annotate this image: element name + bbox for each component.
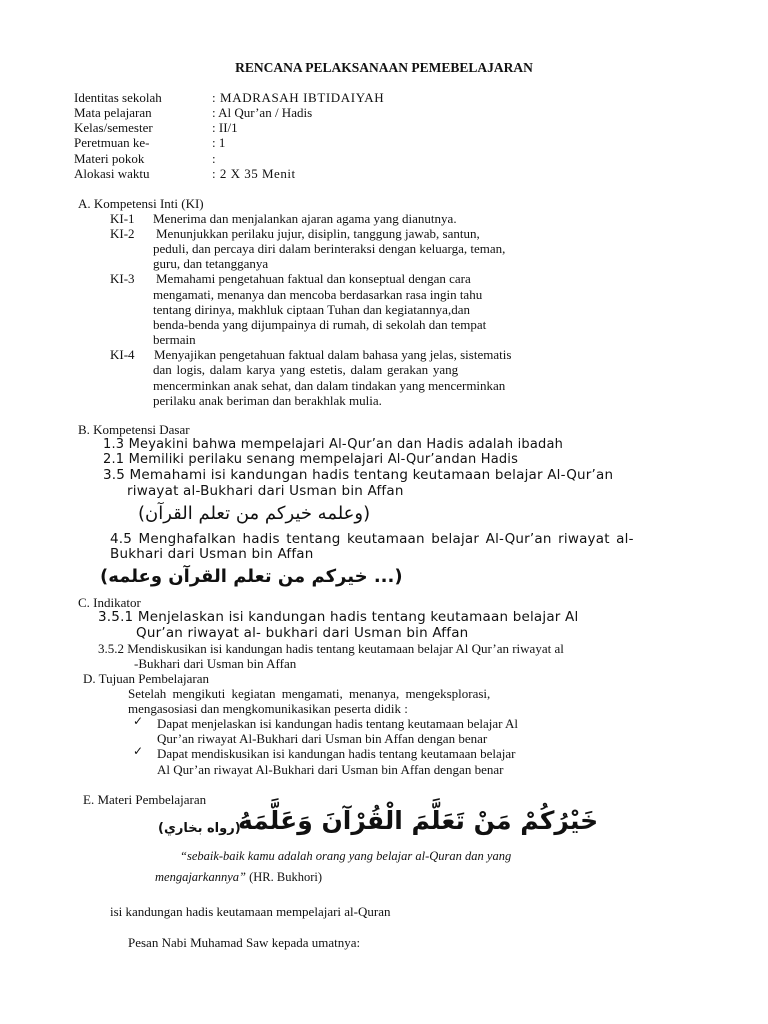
- ki3-line: benda-benda yang dijumpainya di rumah, di sekolah dan tempat: [153, 317, 487, 332]
- ki2-code: KI-2: [110, 226, 135, 241]
- objective-intro-line1: Setelah mengikuti kegiatan mengamati, menanya, mengeksplorasi,: [128, 686, 491, 701]
- kd-3-5-line1: 3.5 Memahami isi kandungan hadis tentang keutamaan belajar Al-Qur’an: [103, 467, 614, 483]
- section-b-heading: B. Kompetensi Dasar: [78, 422, 190, 437]
- ki4-line: mencerminkan anak sehat, dan dalam tindakan yang mencerminkan: [153, 378, 506, 393]
- prophet-message-line: Pesan Nabi Muhamad Saw kepada umatnya:: [128, 935, 361, 950]
- indicator-2-line1: 3.5.2 Mendiskusikan isi kandungan hadis tentang keutamaan belajar Al Qur’an riwayat al: [98, 641, 564, 656]
- ki3-line: bermain: [153, 332, 196, 347]
- ki2-line: peduli, dan percaya diri dalam berinteraksi dengan keluarga, teman,: [153, 241, 506, 256]
- indicator-1-line1: 3.5.1 Menjelaskan isi kandungan hadis tentang keutamaan belajar Al: [98, 609, 579, 625]
- section-c-heading: C. Indikator: [78, 595, 141, 610]
- section-e-heading: E. Materi Pembelajaran: [83, 792, 207, 807]
- ki1-code: KI-1: [110, 211, 135, 226]
- objective-2-line1: Dapat mendiskusikan isi kandungan hadis tentang keutamaan belajar: [157, 746, 516, 761]
- arabic-quote-2: (... خيركم من تعلم القرآن وعلمه): [100, 566, 403, 587]
- identity-value-meeting: : 1: [212, 135, 226, 150]
- translation-reference: (HR. Bukhori): [245, 870, 323, 884]
- identity-label-school: Identitas sekolah: [74, 90, 162, 105]
- hadith-translation-line1: “sebaik-baik kamu adalah orang yang belajar al-Quran dan yang: [180, 849, 512, 863]
- objective-1-line2: Qur’an riwayat Al-Bukhari dari Usman bin Affan dengan benar: [157, 731, 488, 746]
- ki3-code: KI-3: [110, 271, 135, 286]
- kd-1-3: 1.3 Meyakini bahwa mempelajari Al-Qur’an dan Hadis adalah ibadah: [103, 437, 564, 452]
- hadith-source: (رواه بخاري): [158, 821, 241, 836]
- indicator-1-line2: Qur’an riwayat al- bukhari dari Usman bin Affan: [136, 625, 469, 641]
- ki3-line: mengamati, menanya dan mencoba berdasarkan rasa ingin tahu: [153, 287, 483, 302]
- identity-value-time: : 2 X 35 Menit: [212, 166, 296, 181]
- ki3-line: tentang dirinya, makhluk ciptaan Tuhan dan kegiatannya,dan: [153, 302, 470, 317]
- kd-2-1: 2.1 Memiliki perilaku senang mempelajari Al-Qur’andan Hadis: [103, 452, 519, 467]
- kd-4-5-line1: 4.5 Menghafalkan hadis tentang keutamaan belajar Al-Qur’an riwayat al-: [110, 531, 634, 547]
- identity-value-school: : MADRASAH IBTIDAIYAH: [212, 90, 385, 105]
- ki4-line: perilaku anak beriman dan berakhlak mulia.: [153, 393, 382, 408]
- identity-label-subject: Mata pelajaran: [74, 105, 152, 120]
- kd-3-5-line2: riwayat al-Bukhari dari Usman bin Affan: [127, 483, 404, 499]
- objective-1-line1: Dapat menjelaskan isi kandungan hadis tentang keutamaan belajar Al: [157, 716, 518, 731]
- ki4-line: Menyajikan pengetahuan faktual dalam bahasa yang jelas, sistematis: [154, 347, 512, 362]
- ki4-line: dan logis, dalam karya yang estetis, dalam gerakan yang: [153, 362, 459, 377]
- ki2-line: Menunjukkan perilaku jujur, disiplin, tanggung jawab, santun,: [156, 226, 480, 241]
- identity-label-topic: Materi pokok: [74, 151, 145, 166]
- ki2-line: guru, dan tetangganya: [153, 256, 269, 271]
- identity-label-class: Kelas/semester: [74, 120, 153, 135]
- arabic-quote-1: (وعلمه خيركم من تعلم القرآن): [138, 503, 371, 524]
- check-mark-icon: ✓: [133, 744, 144, 758]
- kd-4-5-line2: Bukhari dari Usman bin Affan: [110, 546, 314, 562]
- identity-label-meeting: Peretmuan ke-: [74, 135, 150, 150]
- indicator-2-line2: -Bukhari dari Usman bin Affan: [134, 656, 297, 671]
- hadith-translation-line2: [155, 870, 322, 885]
- objective-intro-line2: mengasosiasi dan mengkomunikasikan peserta didik :: [128, 701, 408, 716]
- check-mark-icon: ✓: [133, 714, 144, 728]
- section-a-heading: A. Kompetensi Inti (KI): [78, 196, 204, 211]
- ki4-code: KI-4: [110, 347, 135, 362]
- identity-label-time: Alokasi waktu: [74, 166, 150, 181]
- identity-value-class: : II/1: [212, 120, 238, 135]
- hadith-arabic: خَيْرُكُمْ مَنْ تَعَلَّمَ الْقُرْآنَ وَعَلَّمَهُ: [238, 806, 599, 835]
- objective-2-line2: Al Qur’an riwayat Al-Bukhari dari Usman bin Affan dengan benar: [157, 762, 504, 777]
- document-title: RENCANA PELAKSANAAN PEMEBELAJARAN: [235, 60, 533, 75]
- identity-value-topic: :: [212, 151, 216, 166]
- ki3-line: Memahami pengetahuan faktual dan konseptual dengan cara: [156, 271, 471, 286]
- section-d-heading: D. Tujuan Pembelajaran: [83, 671, 210, 686]
- content-summary-line: isi kandungan hadis keutamaan mempelajari al-Quran: [110, 904, 391, 919]
- translation-text: mengajarkannya”: [155, 870, 246, 884]
- ki1-text: Menerima dan menjalankan ajaran agama yang dianutnya.: [153, 211, 457, 226]
- identity-value-subject: : Al Qur’an / Hadis: [212, 105, 313, 120]
